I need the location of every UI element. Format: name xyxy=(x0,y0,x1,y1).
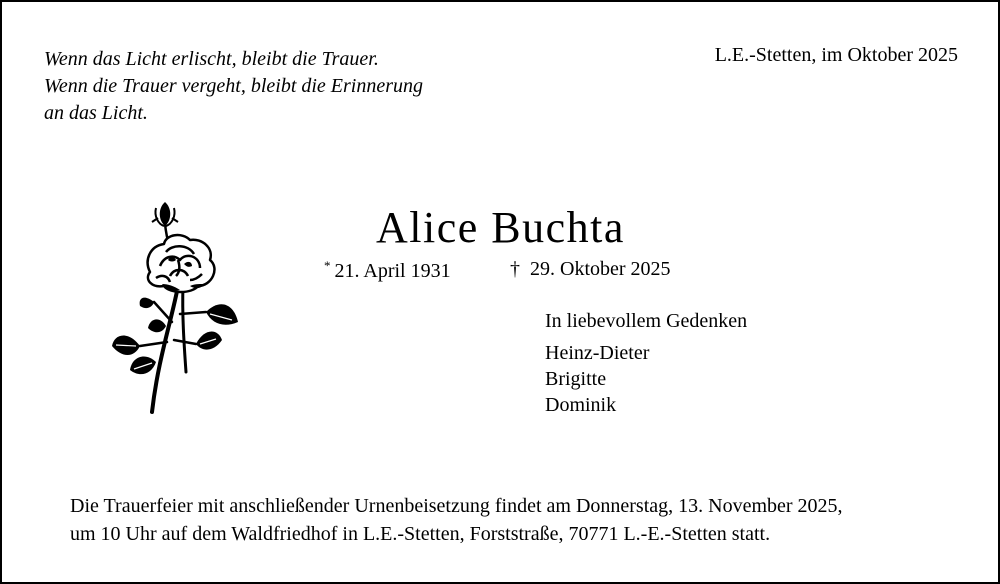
service-info xyxy=(70,492,843,548)
poem xyxy=(44,46,423,127)
mourners-intro: In liebevollem Gedenken xyxy=(545,310,748,332)
birth-date: 21. April 1931 xyxy=(334,260,451,282)
poem-line: an das Licht. xyxy=(44,102,148,124)
birth-date-line xyxy=(324,258,451,283)
birth-symbol: * xyxy=(324,258,331,273)
rose-icon xyxy=(110,194,245,416)
service-line: Die Trauerfeier mit anschließender Urnenbeisetzung findet am Donnerstag, 13. November 2025, xyxy=(70,495,843,517)
deceased-name: Alice Buchta xyxy=(376,203,625,252)
death-date: 29. Oktober 2025 xyxy=(530,258,671,280)
poem-line: Wenn die Trauer vergeht, bleibt die Erinnerung xyxy=(44,75,424,97)
place-date: L.E.-Stetten, im Oktober 2025 xyxy=(714,44,958,66)
death-date-line xyxy=(510,258,671,281)
death-symbol: † xyxy=(510,258,520,280)
service-line: um 10 Uhr auf dem Waldfriedhof in L.E.-Stetten, Forststraße, 70771 L.-E.-Stetten statt. xyxy=(70,523,771,545)
mourner-name: Brigitte xyxy=(545,368,607,390)
mourner-name: Dominik xyxy=(545,394,617,416)
mourner-name: Heinz-Dieter xyxy=(545,342,650,364)
poem-line: Wenn das Licht erlischt, bleibt die Trauer. xyxy=(44,48,379,70)
mourners xyxy=(545,308,747,418)
